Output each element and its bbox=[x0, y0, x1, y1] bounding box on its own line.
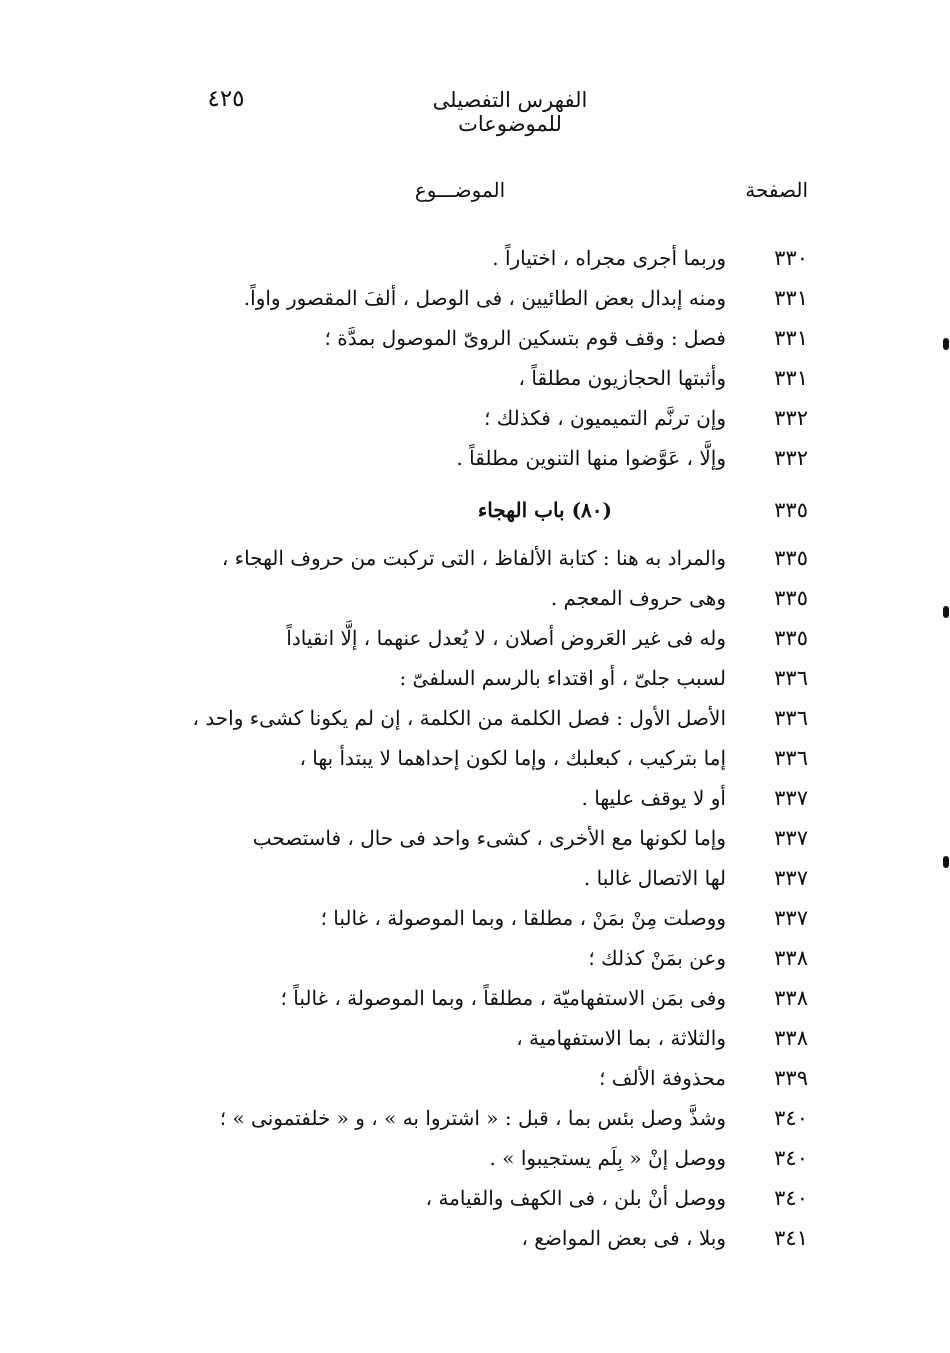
entry-page-number: ٣٣٨ bbox=[774, 1026, 808, 1050]
entry-page-number: ٣٤٠ bbox=[774, 1186, 808, 1210]
entry-page-number: ٣٣٦ bbox=[774, 746, 808, 770]
entry-topic: والثلاثة ، بما الاستفهامية ، bbox=[516, 1026, 726, 1050]
entry-page-number: ٣٤٠ bbox=[774, 1146, 808, 1170]
index-entry bbox=[88, 438, 808, 478]
entry-topic: وإلَّا ، عَوَّضوا منها التنوين مطلقاً . bbox=[456, 446, 726, 470]
index-entry bbox=[88, 898, 808, 938]
index-entry bbox=[88, 578, 808, 618]
index-entry bbox=[88, 318, 808, 358]
index-entry bbox=[88, 618, 808, 658]
entry-topic: وربما أجرى مجراه ، اختياراً . bbox=[492, 246, 726, 270]
margin-mark bbox=[943, 606, 949, 618]
entry-topic: وبلا ، فى بعض المواضع ، bbox=[521, 1226, 726, 1250]
entry-page-number: ٣٣٦ bbox=[774, 706, 808, 730]
entry-topic: وفى بمَن الاستفهاميّة ، مطلقاً ، وبما الموصولة ، غالباً ؛ bbox=[280, 986, 726, 1010]
entry-topic: فصل : وقف قوم بتسكين الروىّ الموصول بمدَّة ؛ bbox=[324, 326, 726, 350]
entry-page-number: ٣٣٧ bbox=[774, 866, 808, 890]
index-entry bbox=[88, 698, 808, 738]
index-entry bbox=[88, 818, 808, 858]
entry-page-number: ٣٣٥ bbox=[774, 546, 808, 570]
index-entry bbox=[88, 278, 808, 318]
entry-topic: ووصل إنْ « بِلَم يستجيبوا » . bbox=[489, 1146, 726, 1170]
entry-topic: أو لا يوقف عليها . bbox=[581, 786, 726, 810]
entry-topic: وله فى غير العَروض أصلان ، لا يُعدل عنهما ، إلَّا انقياداً bbox=[286, 626, 726, 650]
entry-topic: وإما لكونها مع الأخرى ، كشىء واحد فى حال ، فاستصحب bbox=[252, 826, 726, 850]
entry-topic: ووصل أنْ بلن ، فى الكهف والقيامة ، bbox=[425, 1186, 726, 1210]
index-entry bbox=[88, 238, 808, 278]
entry-page-number: ٣٣٥ bbox=[774, 626, 808, 650]
entry-page-number: ٣٣١ bbox=[774, 286, 808, 310]
entry-page-number: ٣٣٧ bbox=[774, 786, 808, 810]
entry-page-number: ٣٣٢ bbox=[774, 406, 808, 430]
entry-page-number: ٣٣١ bbox=[774, 366, 808, 390]
entry-topic: محذوفة الألف ؛ bbox=[599, 1066, 726, 1090]
page-number: ٤٢٥ bbox=[207, 86, 245, 112]
index-entry bbox=[88, 778, 808, 818]
section-heading-row bbox=[88, 490, 808, 530]
index-entry bbox=[88, 538, 808, 578]
entry-topic: لسبب جلىّ ، أو اقتداء بالرسم السلفىّ : bbox=[399, 666, 726, 690]
entry-topic: ووصلت مِنْ بمَنْ ، مطلقا ، وبما الموصولة ، غالبا ؛ bbox=[320, 906, 726, 930]
entry-topic: والمراد به هنا : كتابة الألفاظ ، التى تركبت من حروف الهجاء ، bbox=[221, 546, 726, 570]
entry-topic: وإن ترنَّم التميميون ، فكذلك ؛ bbox=[484, 406, 726, 430]
entry-topic: الأصل الأول : فصل الكلمة من الكلمة ، إن لم يكونا كشىء واحد ، bbox=[192, 706, 726, 730]
index-entry bbox=[88, 1098, 808, 1138]
index-entry bbox=[88, 658, 808, 698]
index-entry bbox=[88, 1218, 808, 1258]
entry-page-number: ٣٣٧ bbox=[774, 826, 808, 850]
entry-page-number: ٣٣٠ bbox=[774, 246, 808, 270]
index-entry bbox=[88, 938, 808, 978]
entry-page-number: ٣٣٦ bbox=[774, 666, 808, 690]
entry-page-number: ٣٣٧ bbox=[774, 906, 808, 930]
column-heading-topic: الموضـــوع bbox=[414, 178, 506, 202]
entry-page-number: ٣٣٥ bbox=[774, 498, 808, 522]
index-entry bbox=[88, 1058, 808, 1098]
index-entry bbox=[88, 1018, 808, 1058]
index-entry bbox=[88, 358, 808, 398]
entry-page-number: ٣٣١ bbox=[774, 326, 808, 350]
margin-mark bbox=[943, 338, 949, 350]
section-heading: (٨٠) باب الهجاء bbox=[477, 498, 612, 522]
entry-topic: وشذَّ وصل بئس بما ، قبل : « اشتروا به » ، و « خلفتمونى » ؛ bbox=[219, 1106, 726, 1130]
entry-page-number: ٣٣٨ bbox=[774, 946, 808, 970]
entry-topic: ومنه إبدال بعض الطائيين ، فى الوصل ، ألفَ المقصور واواً. bbox=[243, 286, 726, 310]
entry-page-number: ٣٣٩ bbox=[774, 1066, 808, 1090]
entry-page-number: ٣٤٠ bbox=[774, 1106, 808, 1130]
entry-topic: وعن بمَنْ كذلك ؛ bbox=[588, 946, 726, 970]
running-title: الفهرس التفصيلى للموضوعات bbox=[432, 88, 588, 136]
entry-topic: وهى حروف المعجم . bbox=[550, 586, 726, 610]
column-heading-page: الصفحة bbox=[745, 178, 808, 202]
entry-page-number: ٣٤١ bbox=[774, 1226, 808, 1250]
entry-topic: وأثبتها الحجازيون مطلقاً ، bbox=[518, 366, 726, 390]
index-entry bbox=[88, 858, 808, 898]
index-entry bbox=[88, 738, 808, 778]
index-entry bbox=[88, 1138, 808, 1178]
entry-topic: لها الاتصال غالبا . bbox=[583, 866, 726, 890]
index-entry bbox=[88, 398, 808, 438]
entry-page-number: ٣٣٨ bbox=[774, 986, 808, 1010]
index-entry bbox=[88, 978, 808, 1018]
entry-topic: إما بتركيب ، كبعلبك ، وإما لكون إحداهما لا يبتدأ بها ، bbox=[299, 746, 726, 770]
margin-mark bbox=[943, 856, 949, 868]
entry-page-number: ٣٣٢ bbox=[774, 446, 808, 470]
index-entry bbox=[88, 1178, 808, 1218]
entry-page-number: ٣٣٥ bbox=[774, 586, 808, 610]
